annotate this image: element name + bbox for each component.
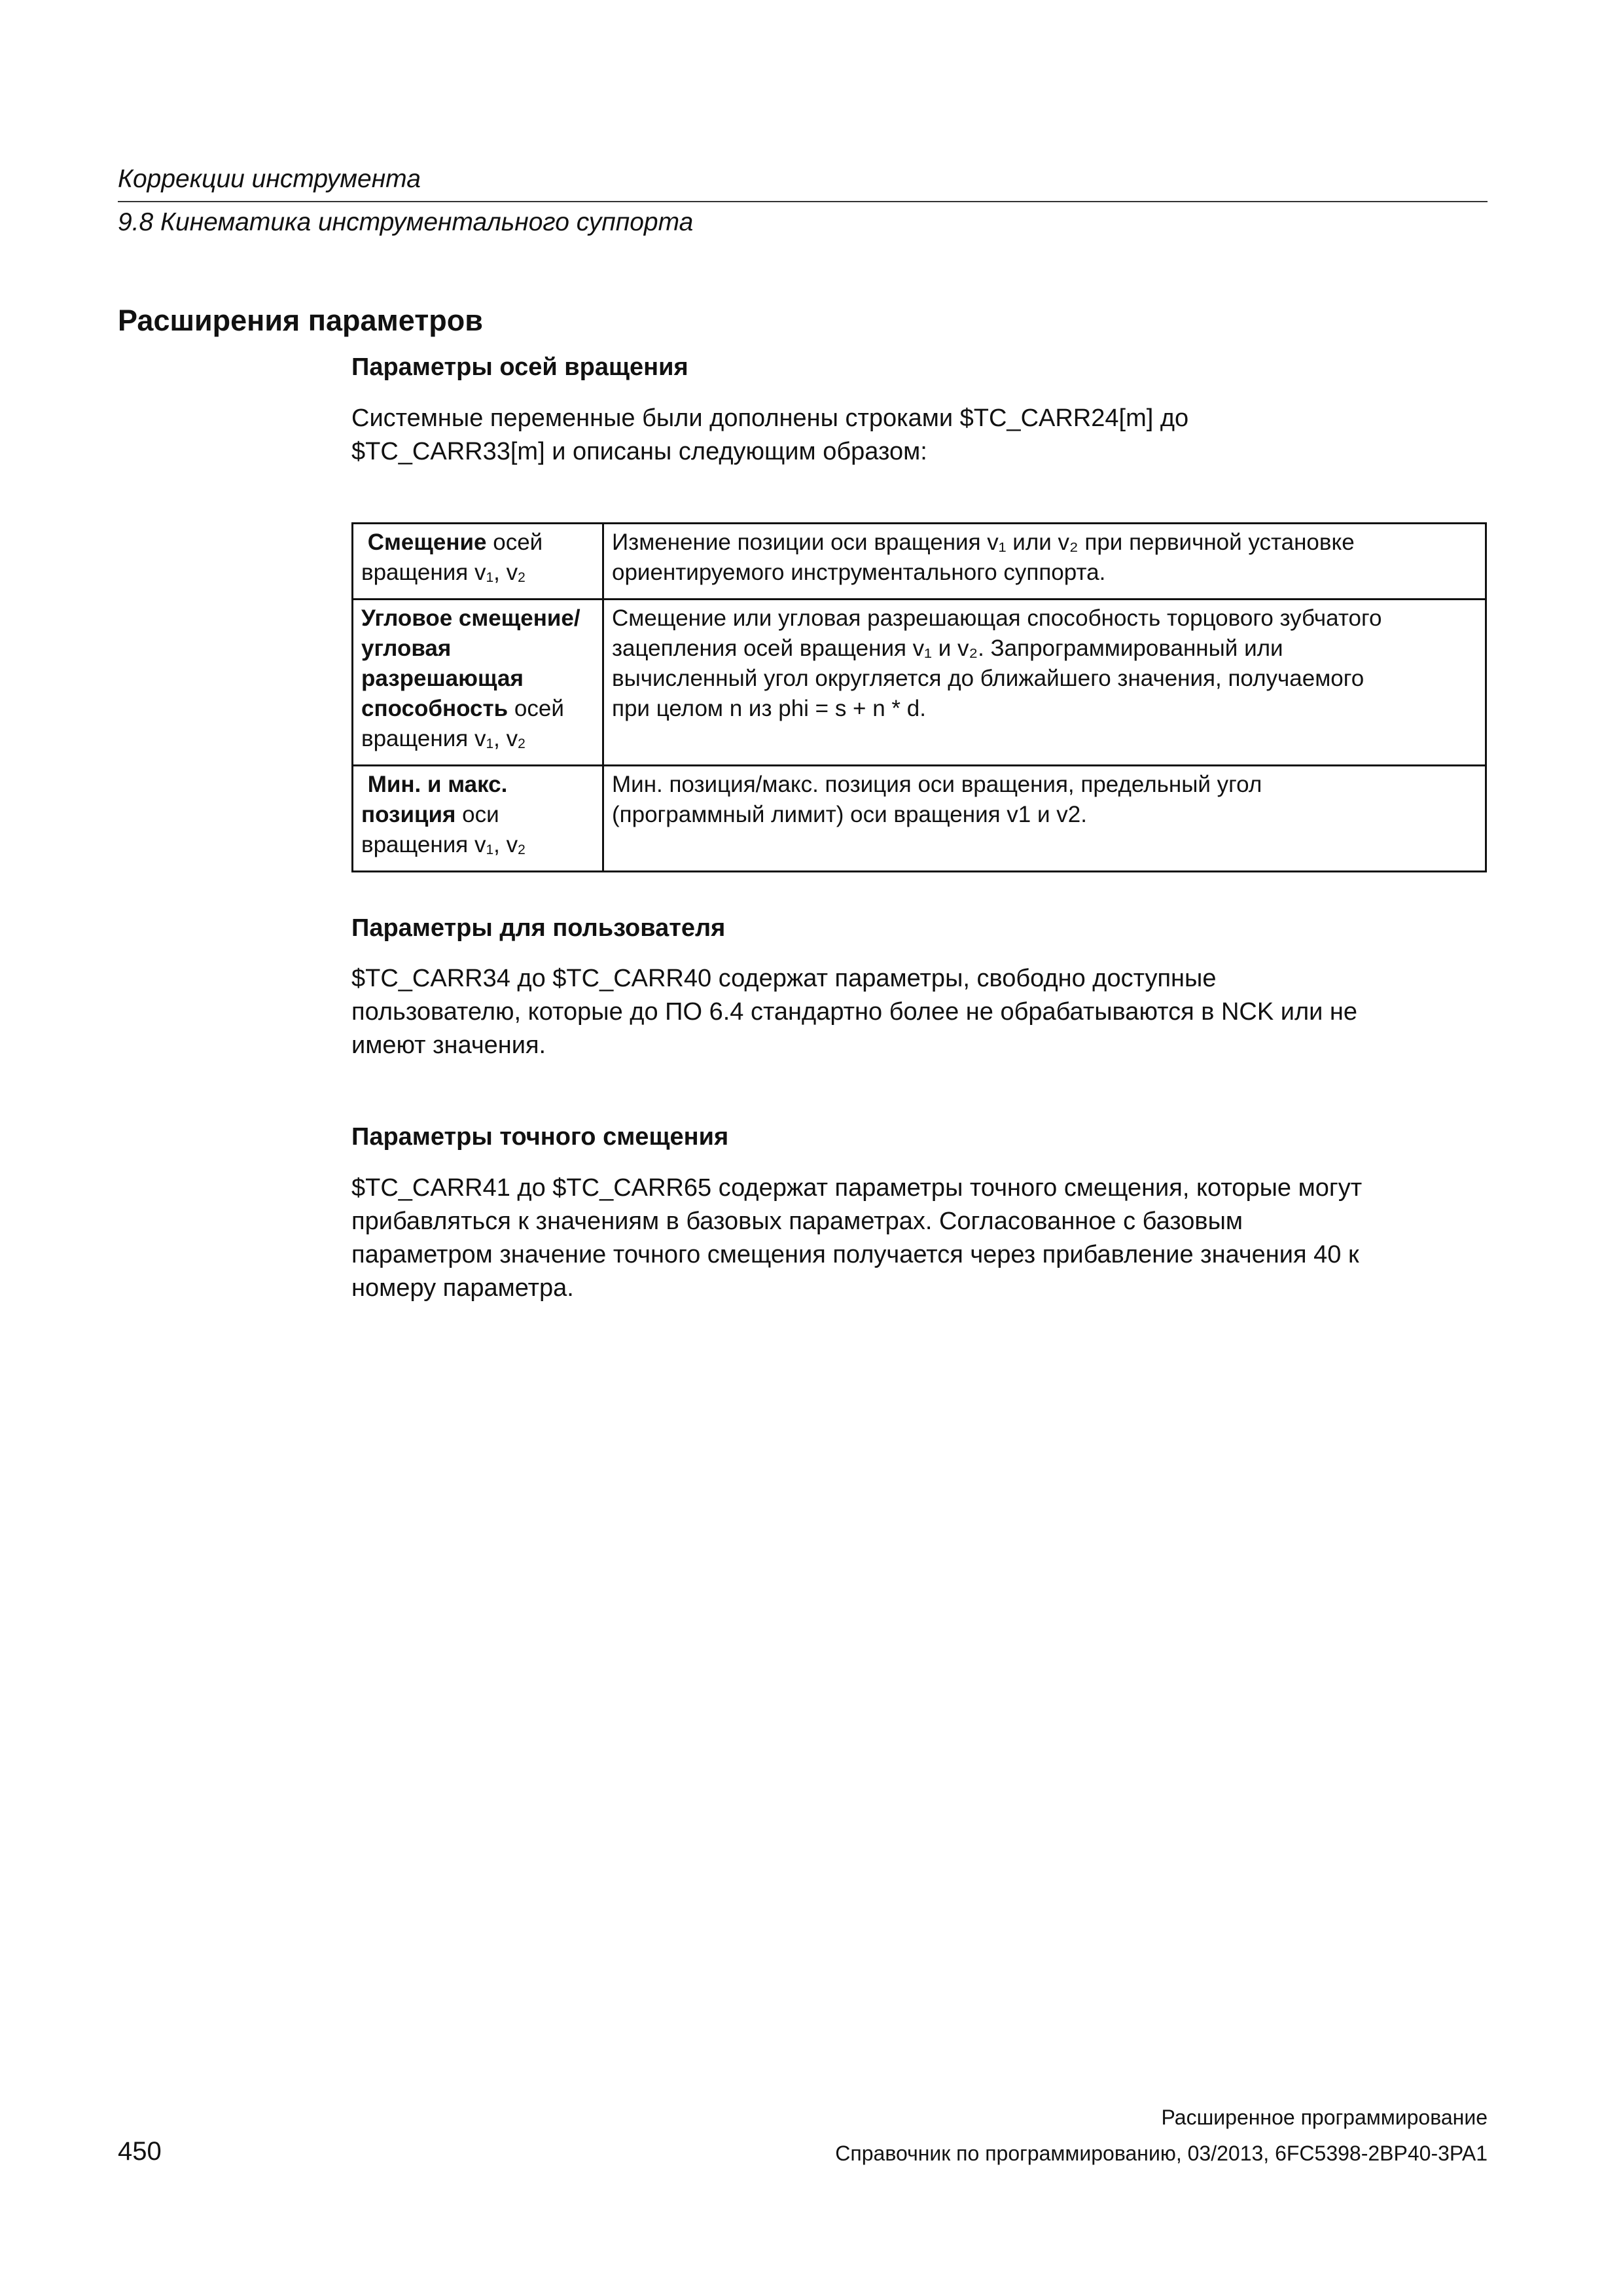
running-header-section: 9.8 Кинематика инструментального суппорта — [118, 208, 694, 236]
rotary-parameters-table — [351, 522, 1487, 872]
term-rest: оси — [462, 802, 499, 828]
footer-document-title: Расширенное программирование — [1161, 2106, 1488, 2129]
axis-subscript: 2 — [518, 736, 526, 752]
paragraph-line: $TC_CARR41 до $TC_CARR65 содержат параметры точного смещения, которые могут — [351, 1174, 1363, 1202]
axis-symbol: v — [474, 726, 486, 752]
description-line: Смещение или угловая разрешающая способность торцового зубчатого — [612, 605, 1382, 632]
table-cell-term — [353, 766, 603, 872]
term-line — [361, 694, 596, 724]
table-row — [353, 766, 1486, 872]
heading-fine-offset-parameters: Параметры точного смещения — [351, 1123, 729, 1151]
axis-separator: , — [493, 726, 507, 752]
table-row — [353, 600, 1486, 766]
term-bold: угловая — [361, 636, 452, 662]
axis-symbol: v — [474, 832, 486, 858]
table-cell-description — [603, 766, 1486, 872]
term-bold: Мин. и макс. — [367, 772, 508, 798]
term-line — [361, 603, 596, 634]
description-line: ориентируемого инструментального суппорта. — [612, 560, 1106, 585]
description-line: Изменение позиции оси вращения v₁ или v₂ при первичной установке — [612, 529, 1355, 555]
term-bold: Угловое смещение/ — [361, 605, 580, 632]
term-axes: вращения — [361, 832, 474, 858]
term-axes: вращения — [361, 560, 474, 585]
table-row — [353, 524, 1486, 600]
heading-rotary-axes-parameters: Параметры осей вращения — [351, 353, 688, 381]
heading-user-parameters: Параметры для пользователя — [351, 914, 726, 942]
term-rest: осей — [514, 696, 564, 722]
term-rest: осей — [493, 529, 543, 555]
description-line: при целом n из phi = s + n * d. — [612, 696, 926, 722]
paragraph-line: пользователю, которые до ПО 6.4 стандартно более не обрабатываются в NCK или не — [351, 998, 1358, 1026]
axis-separator: , — [493, 560, 507, 585]
term-line — [361, 634, 596, 664]
footer-document-reference: Справочник по программированию, 03/2013, 6FC5398-2BP40-3PA1 — [835, 2142, 1488, 2165]
term-line — [361, 528, 596, 558]
fine-offset-paragraph — [351, 1172, 1490, 1305]
term-axes-line — [361, 558, 596, 593]
axis-symbol: v — [506, 832, 518, 858]
term-bold: способность — [361, 696, 508, 722]
table-cell-description — [603, 524, 1486, 600]
term-bold: Смещение — [367, 529, 487, 555]
axis-symbol: v — [506, 560, 518, 585]
axis-subscript: 2 — [518, 570, 526, 586]
description-line: (программный лимит) оси вращения v1 и v2. — [612, 802, 1087, 828]
paragraph-line: $TC_CARR34 до $TC_CARR40 содержат параметры, свободно доступные — [351, 965, 1217, 992]
term-line — [361, 664, 596, 694]
axis-separator: , — [493, 832, 507, 858]
term-bold: позиция — [361, 802, 456, 828]
paragraph-line: имеют значения. — [351, 1031, 546, 1059]
term-axes-line — [361, 830, 596, 865]
paragraph-line: прибавляться к значениям в базовых параметрах. Согласованное с базовым — [351, 1208, 1243, 1235]
term-bold: разрешающая — [361, 666, 524, 692]
running-header-chapter: Коррекции инструмента — [118, 165, 421, 193]
intro-line: $TC_CARR33[m] и описаны следующим образом: — [351, 438, 927, 465]
description-line: вычисленный угол округляется до ближайшего значения, получаемого — [612, 666, 1364, 692]
paragraph-line: номеру параметра. — [351, 1274, 574, 1302]
term-line — [361, 800, 596, 830]
page-title: Расширения параметров — [118, 304, 483, 337]
intro-line: Системные переменные были дополнены строками $TC_CARR24[m] до — [351, 404, 1189, 432]
intro-paragraph — [351, 402, 1490, 469]
axis-subscript: 1 — [486, 842, 494, 858]
table-cell-description — [603, 600, 1486, 766]
page-number: 450 — [118, 2137, 162, 2166]
axis-subscript: 2 — [518, 842, 526, 858]
user-parameters-paragraph — [351, 962, 1490, 1062]
axis-symbol: v — [474, 560, 486, 585]
axis-symbol: v — [506, 726, 518, 752]
axis-subscript: 1 — [486, 570, 494, 586]
description-line: Мин. позиция/макс. позиция оси вращения, предельный угол — [612, 772, 1262, 798]
table-cell-term — [353, 524, 603, 600]
header-rule — [118, 201, 1488, 202]
term-axes-line — [361, 724, 596, 759]
description-line: зацепления осей вращения v₁ и v₂. Запрограммированный или — [612, 636, 1283, 662]
term-axes: вращения — [361, 726, 474, 752]
paragraph-line: параметром значение точного смещения получается через прибавление значения 40 к — [351, 1241, 1359, 1268]
table-cell-term — [353, 600, 603, 766]
term-line — [361, 770, 596, 800]
axis-subscript: 1 — [486, 736, 494, 752]
